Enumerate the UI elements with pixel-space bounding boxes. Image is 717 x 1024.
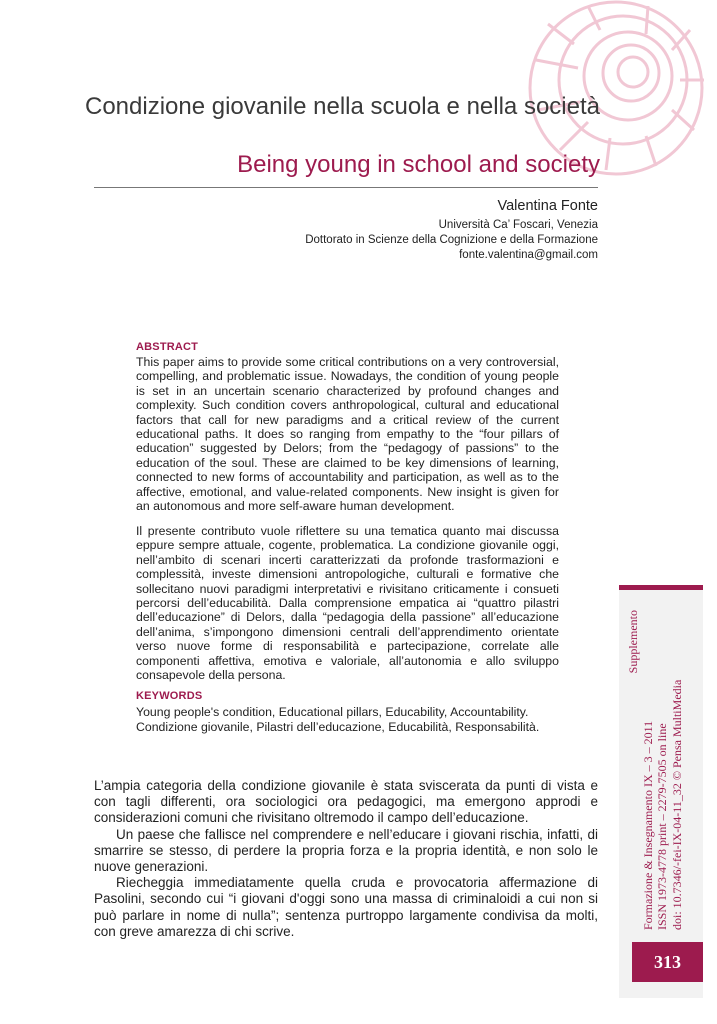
affiliation-university: Università Ca’ Foscari, Venezia bbox=[438, 219, 598, 231]
journal-info bbox=[626, 610, 684, 930]
title-divider bbox=[94, 187, 598, 188]
journal-name: Formazione & Insegnamento IX – 3 – 2011 bbox=[640, 720, 655, 930]
paper-title-italian: Condizione giovanile nella scuola e nella società bbox=[84, 93, 600, 120]
body-paragraph-1: L’ampia categoria della condizione giovanile è stata sviscerata da punti di vista e con tagli differenti, ora sociologici ora pedagogici, ma emergono approdi e considerazioni comuni che rivisitano oltremodo il campo dell’educazione. bbox=[94, 778, 598, 826]
keywords-english: Young people's condition, Educational pillars, Educability, Accountability. bbox=[136, 705, 529, 719]
body-paragraph-2: Un paese che fallisce nel comprendere e nell’educare i giovani rischia, infatti, di smarrire se stesso, di perdere la propria forza e la propria identità, e non solo le nuove generazioni. bbox=[94, 826, 598, 875]
author-name: Valentina Fonte bbox=[497, 198, 598, 214]
journal-issn: ISSN 1973-4778 print – 2279-7505 on line bbox=[655, 723, 670, 930]
abstract-label: ABSTRACT bbox=[136, 341, 199, 353]
affiliation-doctorate: Dottorato in Scienze della Cognizione e della Formazione bbox=[305, 234, 598, 246]
journal-supplement: Supplemento bbox=[626, 610, 640, 674]
keywords-label: KEYWORDS bbox=[136, 690, 203, 702]
page-number: 313 bbox=[632, 942, 703, 982]
body-text bbox=[94, 778, 598, 940]
abstract-english: This paper aims to provide some critical contributions on a very controversial, compelling, and problematic issue. Nowadays, the condition of young people is set in an uncertain scenario characterized by profound changes and complexity. Such condition covers anthropological, cultural and educational factors that call for new paradigms and a critical review of the current educational paths. It does so ranging from empathy to the “four pillars of education” suggested by Delors; from the “pedagogy of passions” to the education of the soul. These are claimed to be key dimensions of learning, connected to new forms of accountability and participation, as well as to the affective, emotional, and value-related components. New insight is given for an autonomous and more self-aware human development. bbox=[136, 355, 559, 514]
abstract-italian: Il presente contributo vuole riflettere su una tematica quanto mai discussa eppure sempre attuale, cogente, problematica. La condizione giovanile oggi, nell’ambito di scenari incerti caratterizzati da profonde trasformazioni e complessità, investe dimensioni antropologiche, culturali e formative che sollecitano nuovi paradigmi interpretativi e rivisitano criticamente i consueti percorsi dell’educabilità. Dalla comprensione empatica ai “quattro pilastri dell’educazione” di Delors, dalla “pedagogia della passione” all’educazione dell’anima, s’impongono dimensioni centrali dell’apprendimento orientate verso nuove forme di responsabilità e partecipazione, correlate alle componenti affettiva, emotiva e valoriale, all’autonomia e allo sviluppo consapevole della persona. bbox=[136, 524, 559, 683]
author-email: fonte.valentina@gmail.com bbox=[459, 249, 598, 261]
keywords-italian: Condizione giovanile, Pilastri dell’educazione, Educabilità, Responsabilità. bbox=[136, 720, 540, 734]
body-paragraph-3: Riecheggia immediatamente quella cruda e provocatoria affermazione di Pasolini, secondo cui “i giovani d'oggi sono una massa di criminaloidi a cui non si può parlare in nome di nulla”; sentenza purtroppo largamente condivisa da molti, con greve amarezza di chi scrive. bbox=[94, 875, 598, 939]
paper-title-english: Being young in school and society bbox=[237, 151, 600, 178]
journal-doi: doi: 10.7346/-fei-IX-04-11_32 © Pensa MultiMedia bbox=[669, 679, 684, 930]
